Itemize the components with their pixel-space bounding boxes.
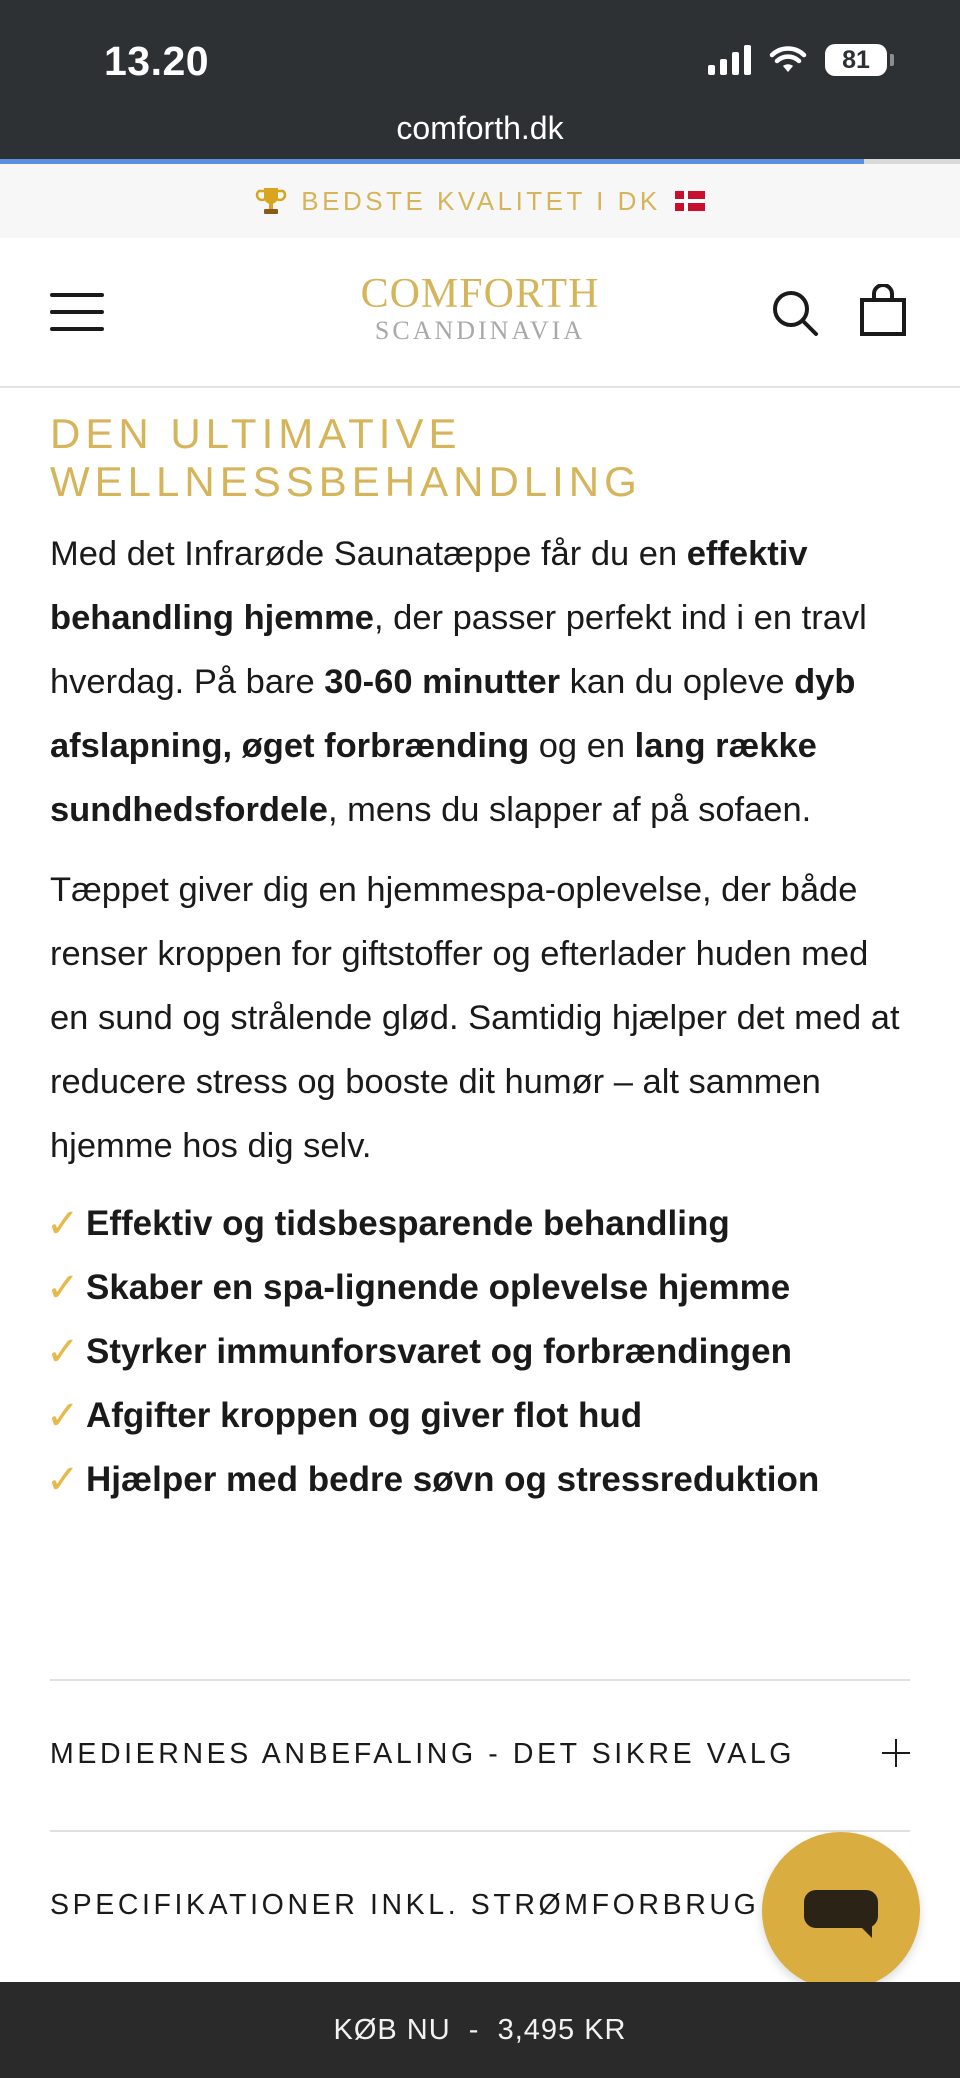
benefit-item [46,1448,916,1512]
benefit-item [46,1320,916,1384]
checkmark-icon: ✓ [46,1458,80,1502]
buy-now-button[interactable] [0,1982,960,2078]
logo-sub-text: SCANDINAVIA [374,316,586,345]
checkmark-icon: ✓ [46,1266,80,1310]
intro-text-4: og en [529,727,635,765]
announcement-bar [0,164,960,238]
benefit-text: Afgifter kroppen og giver flot hud [86,1396,643,1435]
benefit-item [46,1192,916,1256]
benefits-list [46,1192,916,1512]
site-header [0,238,960,388]
benefit-text: Hjælper med bedre søvn og stressreduktion [86,1460,820,1499]
accordion-title: MEDIERNES ANBEFALING - DET SIKRE VALG [50,1737,796,1770]
announcement-text: BEDSTE KVALITET I DK [301,185,661,216]
benefit-item [46,1256,916,1320]
wifi-icon [769,45,807,75]
heading-line-1: DEN ULTIMATIVE [50,410,462,457]
trophy-icon [255,185,287,217]
intro-bold-4: lang række sundhedsfordele [50,727,817,829]
checkmark-icon: ✓ [46,1330,80,1374]
plus-icon[interactable] [882,1739,910,1767]
checkmark-icon: ✓ [46,1394,80,1438]
intro-bold-1: effektiv behandling hjemme [50,535,808,637]
chat-button[interactable] [762,1832,920,1990]
logo-main-text: COMFORTH [360,271,600,317]
status-bar [0,0,960,163]
search-icon[interactable] [770,288,820,338]
benefit-text: Skaber en spa-lignende oplevelse hjemme [86,1268,791,1307]
intro-text-2: , der passer perfekt ind i en travl hverdag. På bare [50,599,867,701]
intro-text-3: kan du opleve [560,663,795,701]
status-icons [708,44,894,76]
intro-text-1: Med det Infrarøde Saunatæppe får du en [50,535,687,573]
intro-text-5: , mens du slapper af på sofaen. [327,791,812,829]
benefit-text: Styrker immunforsvaret og forbrændingen [86,1332,792,1371]
intro-bold-3: dyb afslapning, øget forbrænding [50,663,856,765]
section-heading [50,410,916,506]
status-time: 13.20 [104,38,210,84]
benefit-text: Effektiv og tidsbesparende behandling [86,1204,730,1243]
checkmark-icon: ✓ [46,1202,80,1246]
heading-line-2: WELLNESSBEHANDLING [50,458,642,505]
intro-paragraph [50,522,916,842]
cellular-signal-icon [708,45,751,75]
buy-now-label: KØB NU - 3,495 KR [333,2013,627,2046]
chat-bubble-icon [804,1890,878,1928]
url-bar[interactable]: comforth.dk [396,110,564,146]
accordion-media-recommendation[interactable] [50,1681,910,1827]
body-paragraph: Tæppet giver dig en hjemmespa-oplevelse, der både renser kroppen for giftstoffer og efterlader huden med en sund og strålende glød. Samtidig hjælper det med at reducere stress og booste dit humør – alt sammen hjemme hos dig selv. [50,871,900,1165]
shopping-bag-icon[interactable] [858,284,908,338]
intro-bold-2: 30-60 minutter [324,663,561,701]
battery-icon [825,44,894,76]
product-description [46,410,916,1512]
denmark-flag-icon [675,191,705,211]
battery-level: 81 [825,44,887,76]
accordion-specifications[interactable] [50,1832,850,1978]
benefit-item [46,1384,916,1448]
accordion-title: SPECIFIKATIONER INKL. STRØMFORBRUG [50,1888,760,1921]
